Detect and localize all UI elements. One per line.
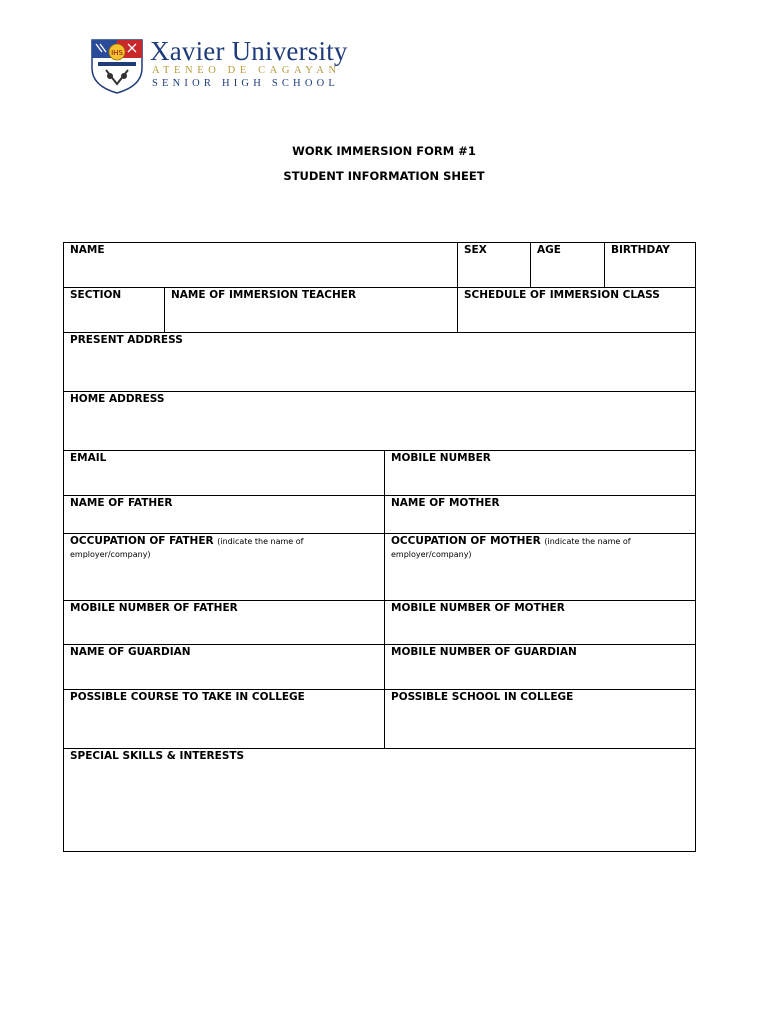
college-school-field[interactable] — [385, 690, 696, 749]
birthday-label: BIRTHDAY — [611, 244, 670, 256]
sex-field[interactable] — [458, 243, 531, 288]
email-field[interactable] — [64, 451, 385, 496]
father-occupation-label: OCCUPATION OF FATHER — [70, 535, 214, 547]
schedule-field[interactable] — [458, 288, 696, 333]
home-address-field[interactable] — [64, 392, 696, 451]
university-subtitle-2: SENIOR HIGH SCHOOL — [152, 78, 340, 89]
section-field[interactable] — [64, 288, 165, 333]
mother-occupation-label: OCCUPATION OF MOTHER — [391, 535, 541, 547]
mother-mobile-field[interactable] — [385, 601, 696, 645]
mobile-number-label: MOBILE NUMBER — [391, 452, 491, 464]
age-label: AGE — [537, 244, 561, 256]
birthday-field[interactable] — [605, 243, 696, 288]
student-info-form — [63, 242, 696, 852]
section-label: SECTION — [70, 289, 122, 301]
mobile-number-field[interactable] — [385, 451, 696, 496]
university-logo — [90, 38, 360, 96]
guardian-name-label: NAME OF GUARDIAN — [70, 646, 191, 658]
college-course-label: POSSIBLE COURSE TO TAKE IN COLLEGE — [70, 691, 305, 703]
father-occupation-note: (indicate the name of employer/company) — [70, 537, 304, 559]
home-address-label: HOME ADDRESS — [70, 393, 165, 405]
name-label: NAME — [70, 244, 105, 256]
college-school-label: POSSIBLE SCHOOL IN COLLEGE — [391, 691, 574, 703]
schedule-label: SCHEDULE OF IMMERSION CLASS — [464, 289, 660, 301]
mother-mobile-label: MOBILE NUMBER OF MOTHER — [391, 602, 565, 614]
sex-label: SEX — [464, 244, 487, 256]
skills-label: SPECIAL SKILLS & INTERESTS — [70, 750, 245, 762]
skills-field[interactable] — [64, 749, 696, 851]
college-course-field[interactable] — [64, 690, 385, 749]
father-mobile-field[interactable] — [64, 601, 385, 645]
guardian-mobile-field[interactable] — [385, 645, 696, 690]
father-name-field[interactable] — [64, 496, 385, 534]
present-address-label: PRESENT ADDRESS — [70, 334, 183, 346]
mother-name-label: NAME OF MOTHER — [391, 497, 500, 509]
father-name-label: NAME OF FATHER — [70, 497, 173, 509]
form-title: WORK IMMERSION FORM #1 — [292, 144, 476, 158]
immersion-teacher-field[interactable] — [165, 288, 458, 333]
form-subtitle: STUDENT INFORMATION SHEET — [283, 169, 485, 183]
email-label: EMAIL — [70, 452, 107, 464]
age-field[interactable] — [531, 243, 605, 288]
mother-occupation-note: (indicate the name of employer/company) — [391, 537, 631, 559]
father-occupation-field[interactable] — [64, 534, 385, 601]
guardian-mobile-label: MOBILE NUMBER OF GUARDIAN — [391, 646, 577, 658]
svg-text:IHS: IHS — [111, 49, 123, 57]
name-field[interactable] — [64, 243, 458, 288]
present-address-field[interactable] — [64, 333, 696, 392]
university-subtitle-1: ATENEO DE CAGAYAN — [152, 65, 341, 76]
immersion-teacher-label: NAME OF IMMERSION TEACHER — [171, 289, 357, 301]
university-name: Xavier University — [150, 36, 348, 66]
father-mobile-label: MOBILE NUMBER OF FATHER — [70, 602, 238, 614]
guardian-name-field[interactable] — [64, 645, 385, 690]
mother-name-field[interactable] — [385, 496, 696, 534]
university-crest-icon — [90, 38, 144, 94]
mother-occupation-field[interactable] — [385, 534, 696, 601]
